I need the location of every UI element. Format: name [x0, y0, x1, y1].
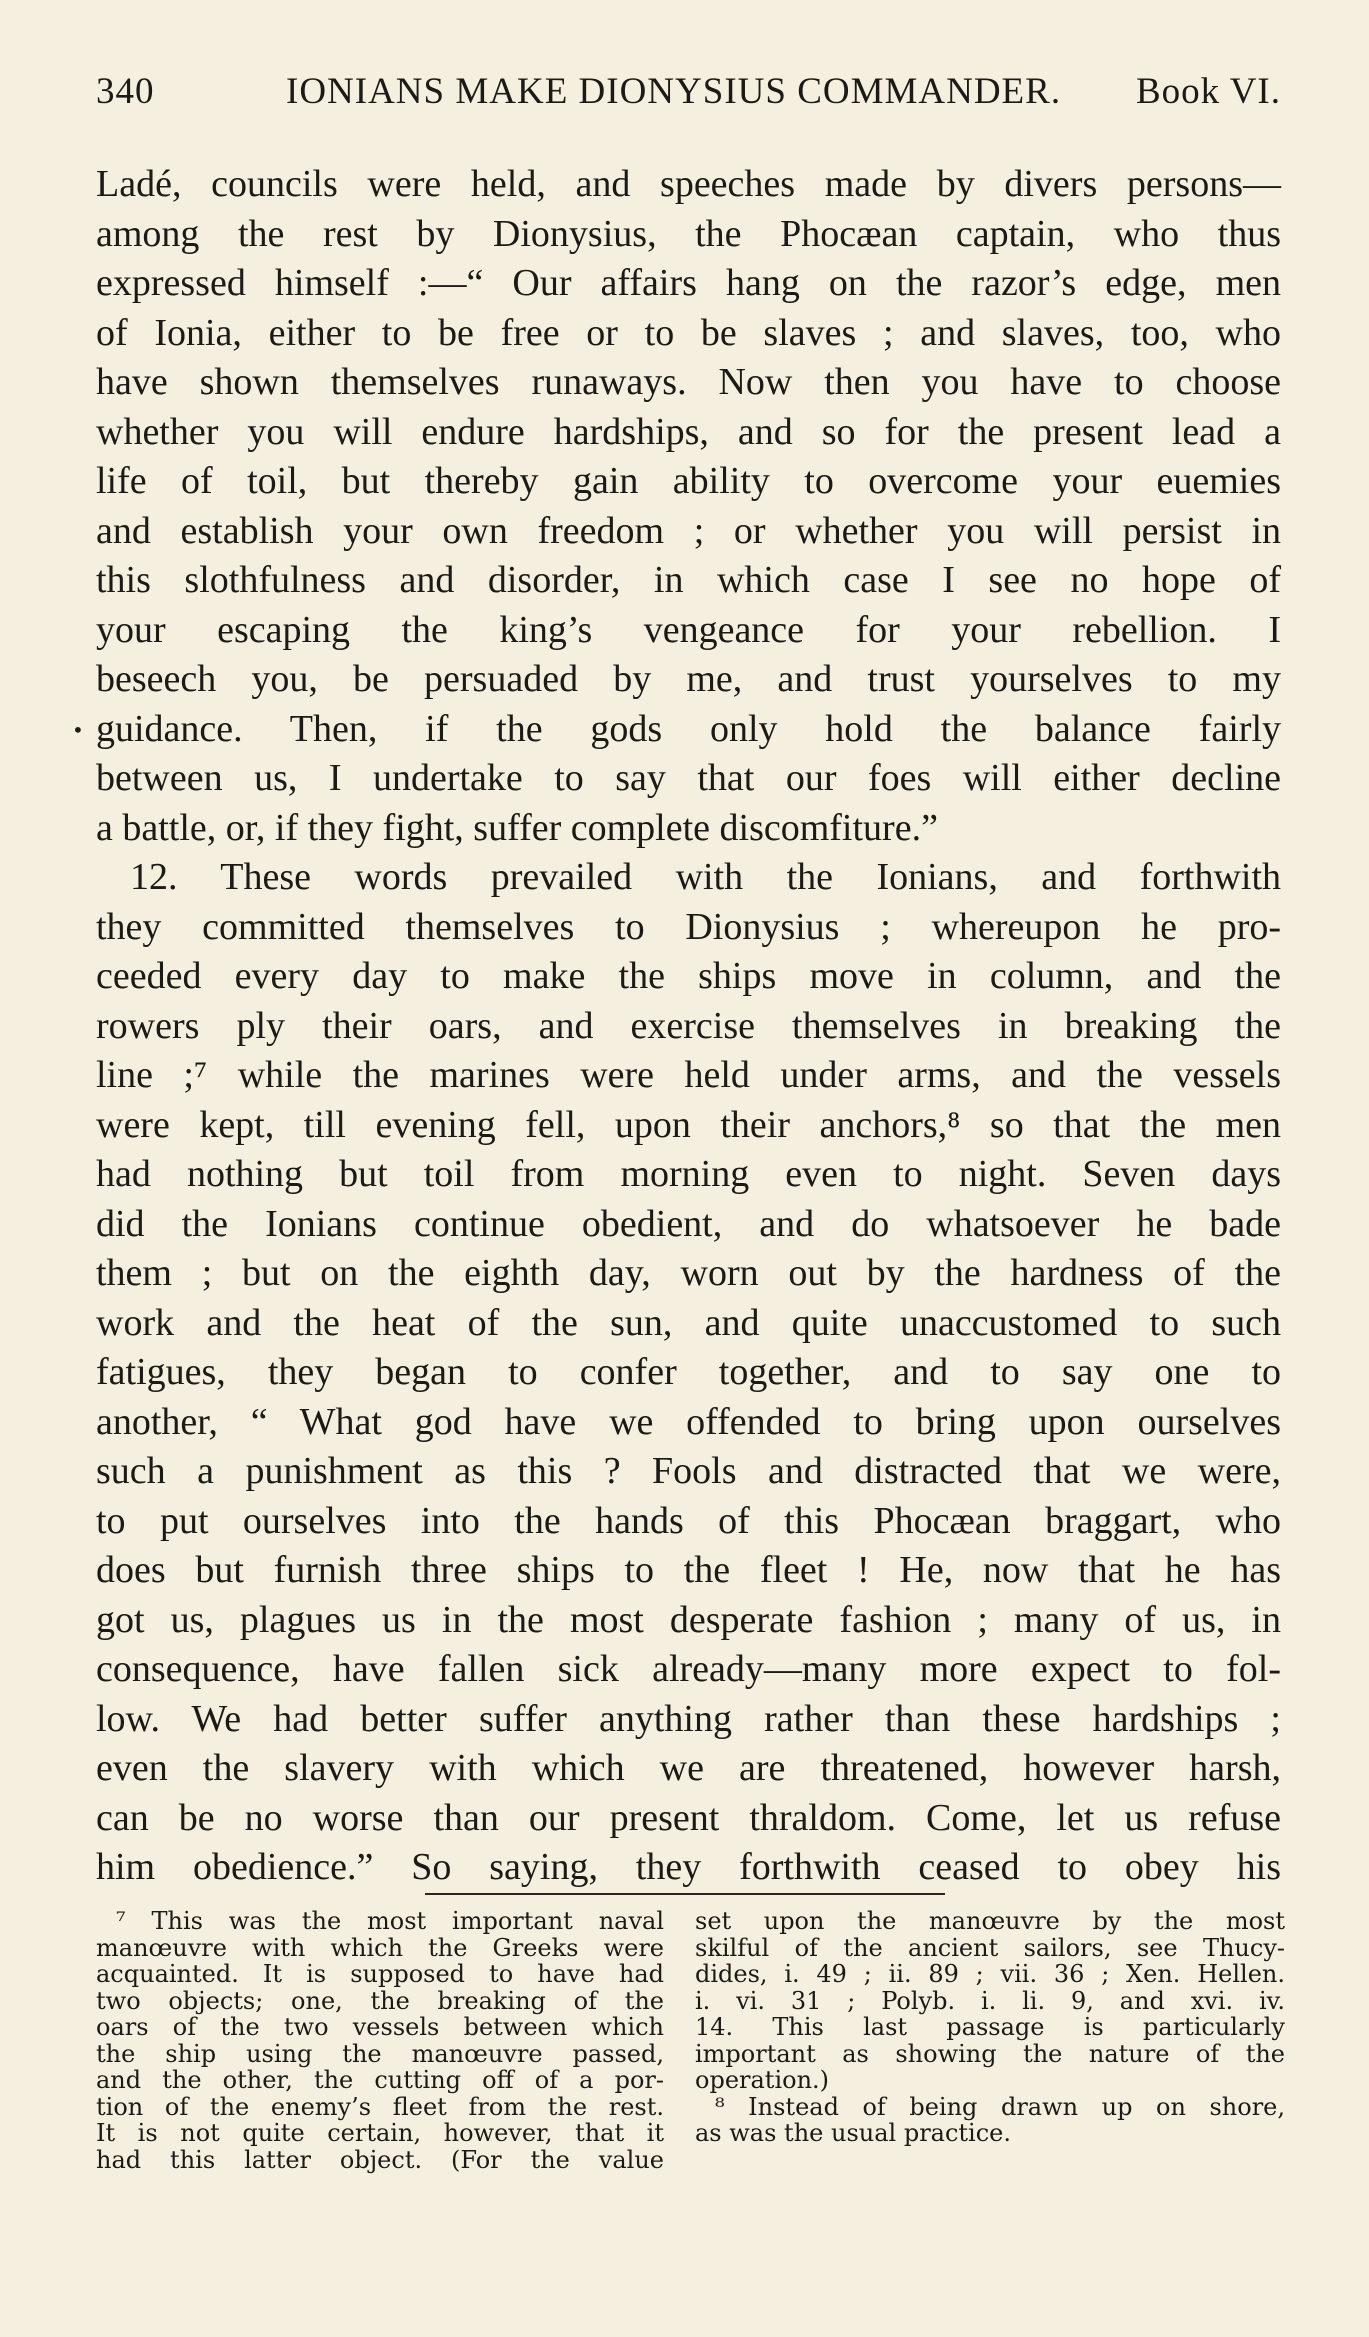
footnote-line: i. vi. 31 ; Polyb. i. li. 9, and xvi. iv.	[695, 1986, 1285, 2015]
footnote-line: 14. This last passage is particularly	[695, 2013, 1285, 2041]
text-line: to put ourselves into the hands of this Phocæan braggart, who	[96, 1499, 1281, 1542]
text-line: such a punishment as this ? Fools and distracted that we were,	[96, 1450, 1281, 1492]
book-label: Book VI.	[1135, 71, 1281, 112]
text-line: rowers ply their oars, and exercise themselves in breaking the	[96, 1004, 1281, 1047]
text-line: got us, plagues us in the most desperate fashion ; many of us, in	[96, 1598, 1281, 1641]
footnote-line: set upon the manœuvre by the most	[695, 1907, 1285, 1935]
footnote-line: operation.)	[695, 2066, 830, 2094]
text-line: ceeded every day to make the ships move in column, and the	[96, 955, 1281, 997]
text-line: him obedience.” So saying, they forthwith ceased to obey his	[96, 1846, 1281, 1888]
footnote-rule	[425, 1893, 945, 1895]
footnotes-right-column	[695, 1908, 1285, 2147]
text-line: of Ionia, either to be free or to be slaves ; and slaves, too, who	[96, 311, 1281, 354]
footnote-line: It is not quite certain, however, that it	[96, 2119, 664, 2147]
text-line: and establish your own freedom ; or whether you will persist in	[96, 509, 1281, 552]
text-line: low. We had better suffer anything rather than these hardships ;	[96, 1697, 1281, 1740]
text-line: among the rest by Dionysius, the Phocæan captain, who thus	[96, 212, 1281, 255]
text-line: life of toil, but thereby gain ability to overcome your euemies	[96, 460, 1281, 502]
text-line: work and the heat of the sun, and quite unaccustomed to such	[96, 1301, 1281, 1344]
text-line: even the slavery with which we are threatened, however harsh,	[96, 1747, 1281, 1789]
footnotes-left-column	[96, 1908, 664, 2173]
footnote-line: the ship using the manœuvre passed,	[96, 2039, 664, 2068]
text-line: beseech you, be persuaded by me, and trust yourselves to my	[96, 658, 1281, 700]
page-number: 340	[96, 71, 155, 112]
text-line: can be no worse than our present thraldom. Come, let us refuse	[96, 1796, 1281, 1839]
text-line: between us, I undertake to say that our foes will either decline	[96, 757, 1281, 799]
footnote-line: acquainted. It is supposed to have had	[96, 1960, 664, 1988]
footnote-line: ⁸ Instead of being drawn up on shore,	[715, 2092, 1285, 2121]
running-header	[96, 70, 1281, 114]
text-line: another, “ What god have we offended to bring upon ourselves	[96, 1400, 1281, 1443]
text-line: them ; but on the eighth day, worn out by the hardness of the	[96, 1252, 1281, 1294]
footnote-line: important as showing the nature of the	[695, 2039, 1285, 2068]
footnote-line: two objects; one, the breaking of the	[96, 1986, 664, 2015]
main-text	[96, 160, 1281, 1893]
footnote-line: had this latter object. (For the value	[96, 2145, 664, 2174]
text-line: a battle, or, if they fight, suffer complete discomfiture.”	[96, 806, 938, 849]
text-line: fatigues, they began to confer together, and to say one to	[96, 1351, 1281, 1393]
text-line: did the Ionians continue obedient, and do whatsoever he bade	[96, 1202, 1281, 1245]
text-line: were kept, till evening fell, upon their anchors,⁸ so that the men	[96, 1103, 1281, 1146]
footnote-line: ⁷ This was the most important naval	[116, 1907, 664, 1935]
text-line: whether you will endure hardships, and so for the present lead a	[96, 410, 1281, 453]
text-line: your escaping the king’s vengeance for your rebellion. I	[96, 608, 1281, 651]
paragraph-12-start: 12. These words prevailed with the Ionians, and forthwith	[130, 856, 1281, 898]
text-line: have shown themselves runaways. Now then you have to choose	[96, 361, 1281, 403]
text-line: guidance. Then, if the gods only hold the balance fairly	[96, 707, 1281, 750]
text-line: they committed themselves to Dionysius ; whereupon he pro-	[96, 905, 1281, 948]
footnote-line: and the other, the cutting off of a por-	[96, 2066, 664, 2094]
text-line: does but furnish three ships to the fleet ! He, now that he has	[96, 1549, 1281, 1591]
text-line: had nothing but toil from morning even to night. Seven days	[96, 1153, 1281, 1195]
text-line: consequence, have fallen sick already—many more expect to fol-	[96, 1648, 1281, 1690]
text-line: expressed himself :—“ Our affairs hang on the razor’s edge, men	[96, 262, 1281, 304]
margin-mark: •	[72, 718, 84, 742]
running-title: IONIANS MAKE DIONYSIUS COMMANDER.	[286, 71, 1062, 112]
text-line: Ladé, councils were held, and speeches made by divers persons—	[96, 163, 1281, 205]
footnote-line: dides, i. 49 ; ii. 89 ; vii. 36 ; Xen. Hellen.	[695, 1960, 1285, 1988]
footnote-line: tion of the enemy’s fleet from the rest.	[96, 2092, 664, 2121]
footnote-line: skilful of the ancient sailors, see Thucy-	[695, 1933, 1285, 1962]
text-line: this slothfulness and disorder, in which case I see no hope of	[96, 559, 1281, 601]
footnote-line: manœuvre with which the Greeks were	[96, 1933, 664, 1962]
footnote-line: as was the usual practice.	[695, 2119, 1012, 2147]
text-line: line ;⁷ while the marines were held under arms, and the vessels	[96, 1054, 1281, 1096]
footnote-line: oars of the two vessels between which	[96, 2013, 664, 2041]
